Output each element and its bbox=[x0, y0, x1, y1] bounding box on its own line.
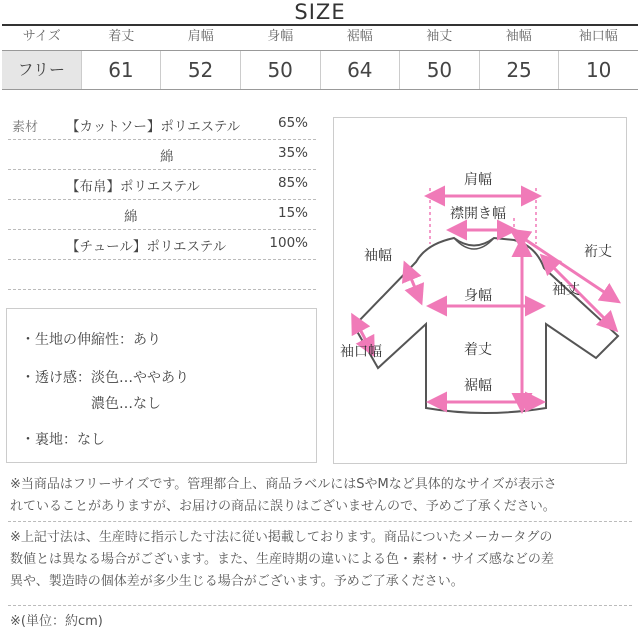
note-free-size bbox=[10, 474, 632, 518]
label-sleeve-width: 袖幅 bbox=[364, 248, 392, 264]
stretch-info: ・生地の伸縮性：あり bbox=[21, 332, 161, 348]
label-cuff: 袖口幅 bbox=[340, 344, 382, 360]
label-sleeve-length: 袖丈 bbox=[552, 282, 580, 298]
material-percent: 35% bbox=[277, 145, 308, 161]
header-body-width: 身幅 bbox=[267, 29, 294, 44]
note-measurement bbox=[10, 527, 632, 593]
material-row bbox=[8, 200, 316, 230]
label-length: 着丈 bbox=[464, 342, 492, 358]
note-line: 異や、製造時の個体差が多少生じる場合がございます。予めご了承ください。 bbox=[10, 574, 464, 589]
note-line: れていることがありますが、お届けの商品に誤りはございませんので、予めご了承ください。 bbox=[10, 499, 556, 514]
material-percent: 15% bbox=[277, 205, 308, 221]
garment-svg bbox=[334, 118, 626, 463]
divider bbox=[8, 521, 632, 522]
material-row bbox=[8, 110, 316, 140]
material-label: 素材 bbox=[12, 120, 39, 135]
neckline bbox=[454, 238, 494, 249]
header-shoulder: 肩幅 bbox=[187, 29, 214, 44]
label-shoulder: 肩幅 bbox=[464, 172, 492, 188]
sleeve-width-arrow bbox=[406, 266, 420, 300]
cell-sleeve-length: 50 bbox=[399, 51, 479, 89]
header-size: サイズ bbox=[22, 29, 61, 44]
material-percent: 65% bbox=[277, 115, 308, 131]
cell-length: 61 bbox=[81, 51, 161, 89]
header-hem: 裾幅 bbox=[346, 29, 373, 44]
note-line: ※当商品はフリーサイズです。管理都合上、商品ラベルにはSやMなど具体的なサイズが表示さ bbox=[10, 477, 557, 492]
material-name: 【チュール】ポリエステル bbox=[66, 239, 227, 255]
material-name: 綿 bbox=[160, 149, 174, 165]
divider bbox=[8, 605, 632, 606]
material-name: 【カットソー】ポリエステル bbox=[66, 119, 241, 135]
cell-sleeve-width: 25 bbox=[479, 51, 559, 89]
cell-hem: 64 bbox=[320, 51, 400, 89]
material-percent: 85% bbox=[277, 175, 308, 191]
sheer-info: ・透け感：淡色…ややあり bbox=[21, 370, 189, 386]
size-table-header bbox=[2, 26, 638, 48]
material-name: 綿 bbox=[124, 209, 138, 225]
cell-size: フリー bbox=[2, 51, 81, 89]
label-body-width: 身幅 bbox=[464, 288, 492, 304]
material-percent: 100% bbox=[269, 235, 308, 251]
cell-shoulder: 52 bbox=[160, 51, 240, 89]
size-table bbox=[2, 26, 638, 91]
material-name: 【布帛】ポリエステル bbox=[66, 179, 200, 195]
label-neck: 襟開き幅 bbox=[450, 206, 506, 222]
label-yuki: 裄丈 bbox=[584, 244, 612, 260]
material-row bbox=[8, 230, 316, 260]
note-unit: ※(単位：約cm) bbox=[10, 614, 103, 629]
cell-body-width: 50 bbox=[240, 51, 320, 89]
lining-info: ・裏地：なし bbox=[21, 432, 105, 448]
note-line: ※上記寸法は、生産時に指示した寸法に従い掲載しております。商品についたメーカータグの bbox=[10, 530, 553, 545]
table-row bbox=[2, 50, 638, 90]
label-hem: 裾幅 bbox=[464, 378, 492, 394]
sheer-info-dark: 濃色…なし bbox=[91, 396, 161, 412]
material-row bbox=[8, 140, 316, 170]
material-row bbox=[8, 170, 316, 200]
header-length: 着丈 bbox=[108, 29, 135, 44]
material-row-empty bbox=[8, 260, 316, 290]
header-sleeve-width: 袖幅 bbox=[505, 29, 532, 44]
fabric-properties-box bbox=[6, 308, 317, 463]
header-sleeve-length: 袖丈 bbox=[426, 29, 453, 44]
header-cuff: 袖口幅 bbox=[578, 29, 618, 44]
garment-diagram bbox=[333, 117, 627, 464]
cell-cuff: 10 bbox=[558, 51, 638, 89]
note-line: 数値とは異なる場合がございます。また、生産時期の違いによる色・素材・サイズ感などの差 bbox=[10, 552, 554, 567]
page-title: SIZE bbox=[294, 0, 346, 24]
